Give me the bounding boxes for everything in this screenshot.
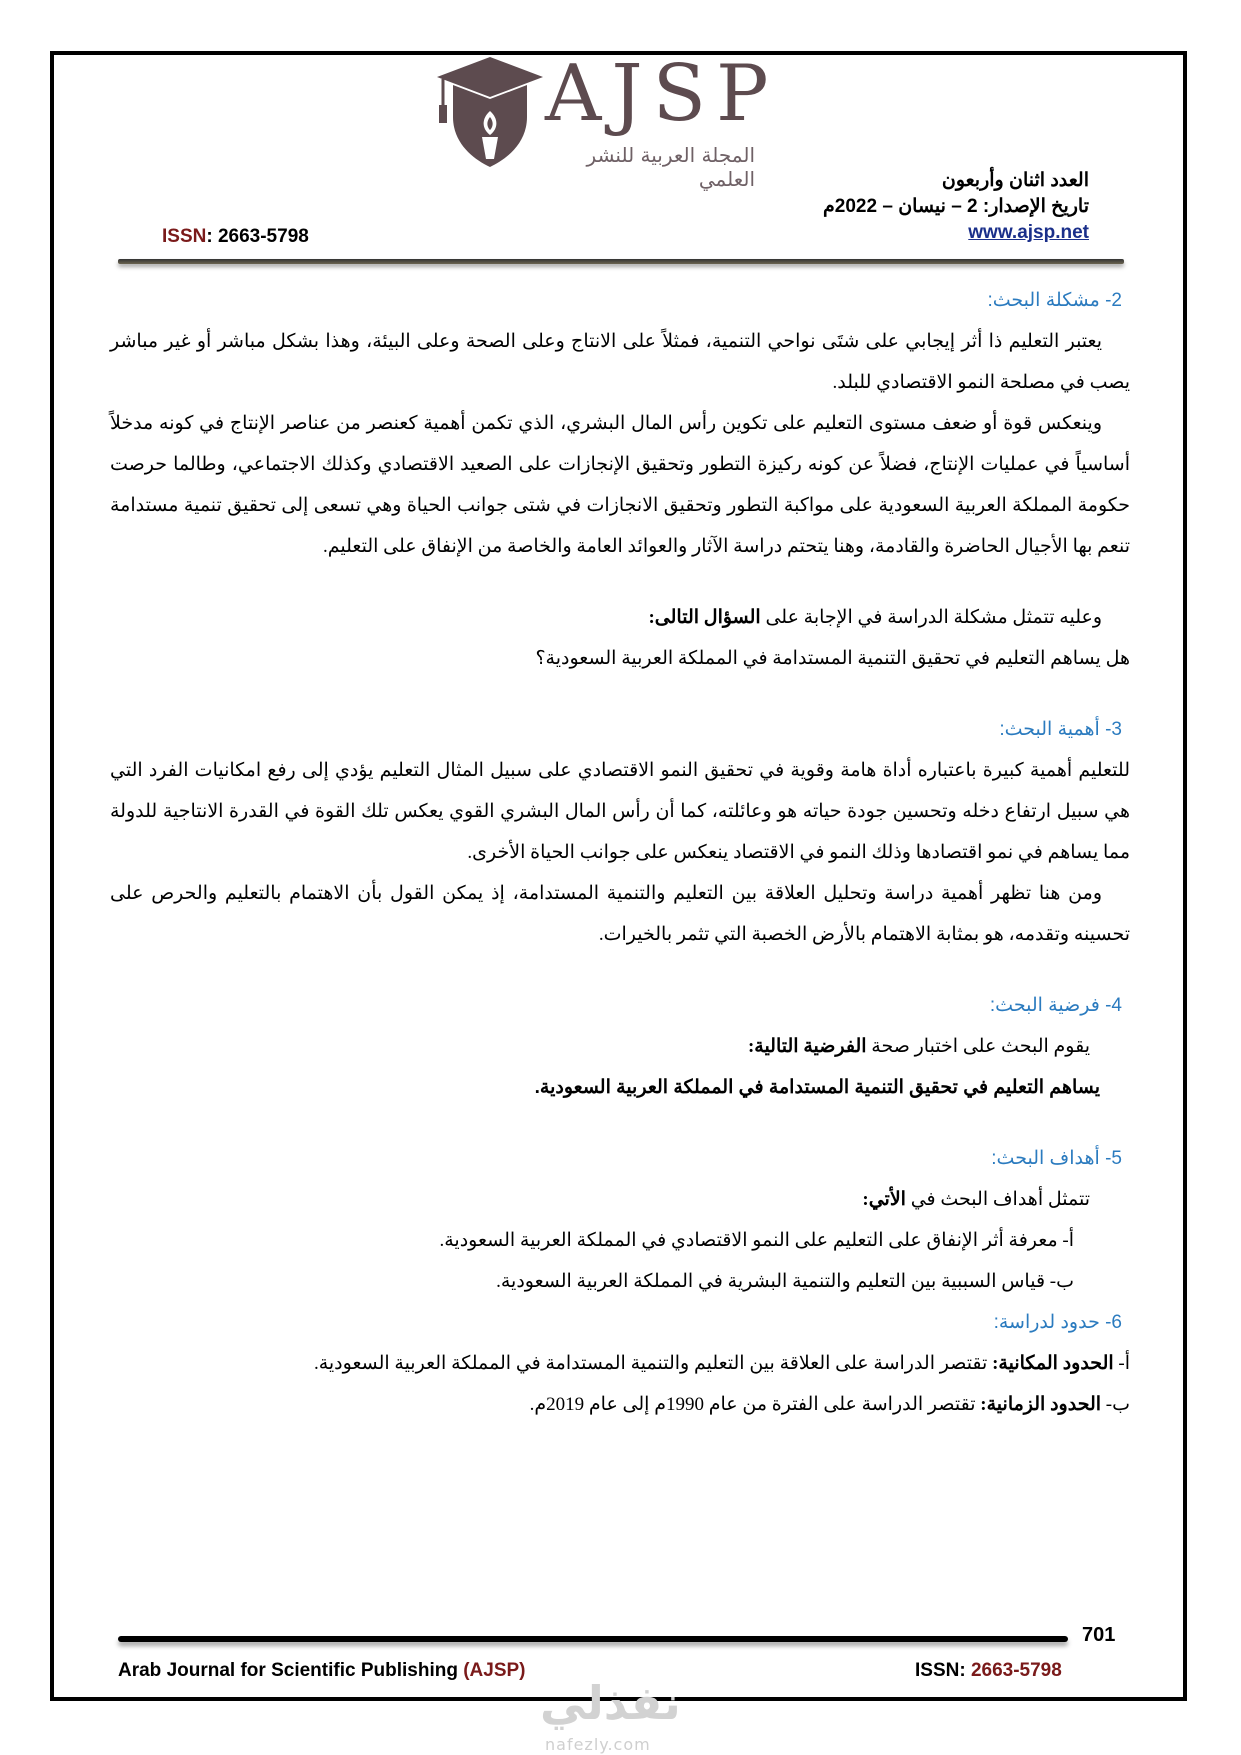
hypothesis-intro-bold: الفرضية التالية:	[747, 1036, 867, 1057]
limit-prefix: ب-	[1101, 1394, 1130, 1415]
footer-journal-abbr: (AJSP)	[463, 1660, 526, 1681]
research-question: هل يساهم التعليم في تحقيق التنمية المستدامة في المملكة العربية السعودية؟	[535, 648, 1130, 669]
paragraph: وينعكس قوة أو ضعف مستوى التعليم على تكوين رأس المال البشري، الذي تكمن أهمية كعنصر من عناصر الإنتاج في كونه مدخلاً أساسياً في عمليات الإنتاج، فضلاً عن كونه ركيزة التطور وتحقيق الإنجازات على الصعيد الاقتصادي وكذلك الاجتماعي، وطالما حرصت حكومة المملكة العربية السعودية على مواكبة التطور وتحقيق الانجازات في شتى جوانب الحياة وهي تسعى إلى تحقيق تنمية مستدامة تنعم بها الأجيال الحاضرة والقادمة، وهنا يتحتم دراسة الآثار والعوائد العامة والخاصة من الإنفاق على التعليم.	[110, 413, 1130, 557]
limit-item	[110, 1384, 1130, 1425]
objectives-intro	[110, 1179, 1130, 1220]
footer-journal	[118, 1660, 526, 1682]
footer-issn-label: ISSN:	[915, 1660, 971, 1681]
section-title-limits: 6- حدود لدراسة:	[993, 1312, 1122, 1333]
issn-value: : 2663-5798	[206, 226, 309, 247]
issn-label: ISSN	[162, 226, 207, 247]
limit-prefix: أ-	[1113, 1353, 1130, 1374]
section-title-problem: 2- مشكلة البحث:	[987, 290, 1122, 311]
question-intro-bold: السؤال التالى:	[648, 607, 761, 628]
logo-wordmark: AJSP	[545, 49, 779, 139]
hypothesis-intro	[110, 1026, 1130, 1067]
watermark: نفذلي	[540, 1676, 681, 1730]
paragraph: يعتبر التعليم ذا أثر إيجابي على شتَى نواحي التنمية، فمثلاً على الانتاج وعلى الصحة وعلى البيئة، وهذا بشكل مباشر أو غير مباشر يصب في مصلحة النمو الاقتصادي للبلد.	[110, 331, 1130, 393]
release-date: تاريخ الإصدار: 2 – نيسان – 2022م	[823, 196, 1089, 217]
footer-issn-value: 2663-5798	[970, 1660, 1062, 1681]
footer-rule	[118, 1636, 1068, 1642]
objectives-intro-text: تتمثل أهداف البحث في	[905, 1189, 1090, 1210]
logo-subtitle: المجلة العربية للنشر العلمي	[586, 143, 755, 191]
paragraph: ومن هنا تظهر أهمية دراسة وتحليل العلاقة بين التعليم والتنمية المستدامة، إذ يمكن القول بأن الاهتمام بالتعليم والحرص على تحسينه وتقدمه، هو بمثابة الاهتمام بالأرض الخصبة التي تثمر بالخيرات.	[110, 883, 1130, 945]
paragraph: للتعليم أهمية كبيرة باعتباره أداة هامة وقوية في تحقيق النمو الاقتصادي على سبيل المثال التعليم يؤدي إلى رفع امكانيات الفرد التي هي سبيل ارتفاع دخله وتحسين جودة حياته هو وعائلته، كما أن رأس المال البشري القوي يعكس تلك القوة في القدرة الانتاجية للدولة مما يساهم في نمو اقتصادها وذلك النمو في الاقتصاد ينعكس على جوانب الحياة الأخرى.	[110, 760, 1130, 863]
limit-label: الحدود الزمانية:	[980, 1394, 1102, 1415]
article-body	[110, 280, 1130, 1425]
section-title-importance: 3- أهمية البحث:	[999, 719, 1122, 740]
section-title-hypothesis: 4- فرضية البحث:	[989, 995, 1122, 1016]
limit-item	[110, 1343, 1130, 1384]
watermark-site: nafezly.com	[545, 1735, 651, 1754]
hypothesis-statement: يساهم التعليم في تحقيق التنمية المستدامة في المملكة العربية السعودية.	[534, 1077, 1100, 1098]
journal-logo	[435, 49, 779, 191]
issue-info	[823, 168, 1089, 246]
footer-journal-name: Arab Journal for Scientific Publishing	[118, 1660, 464, 1681]
limit-label: الحدود المكانية:	[992, 1353, 1114, 1374]
website-link[interactable]: www.ajsp.net	[968, 222, 1089, 243]
graduation-cap-shield-icon	[435, 55, 545, 170]
limit-text: تقتصر الدراسة على العلاقة بين التعليم والتنمية المستدامة في المملكة العربية السعودية.	[313, 1353, 993, 1374]
header-rule	[118, 259, 1124, 264]
section-title-objectives: 5- أهداف البحث:	[991, 1148, 1122, 1169]
header-issn	[162, 226, 309, 248]
page-number: 701	[1082, 1624, 1116, 1646]
question-intro	[110, 597, 1130, 638]
footer-issn	[915, 1660, 1062, 1682]
limit-text: تقتصر الدراسة على الفترة من عام 1990م إلى عام 2019م.	[529, 1394, 981, 1415]
issue-number: العدد اثنان وأربعون	[941, 170, 1089, 191]
hypothesis-intro-text: يقوم البحث على اختبار صحة	[866, 1036, 1090, 1057]
question-intro-text: وعليه تتمثل مشكلة الدراسة في الإجابة على	[760, 607, 1102, 628]
objective-item: أ- معرفة أثر الإنفاق على التعليم على النمو الاقتصادي في المملكة العربية السعودية.	[439, 1230, 1074, 1251]
objective-item: ب- قياس السببية بين التعليم والتنمية البشرية في المملكة العربية السعودية.	[496, 1271, 1074, 1292]
objectives-intro-bold: الأتي:	[862, 1189, 906, 1210]
